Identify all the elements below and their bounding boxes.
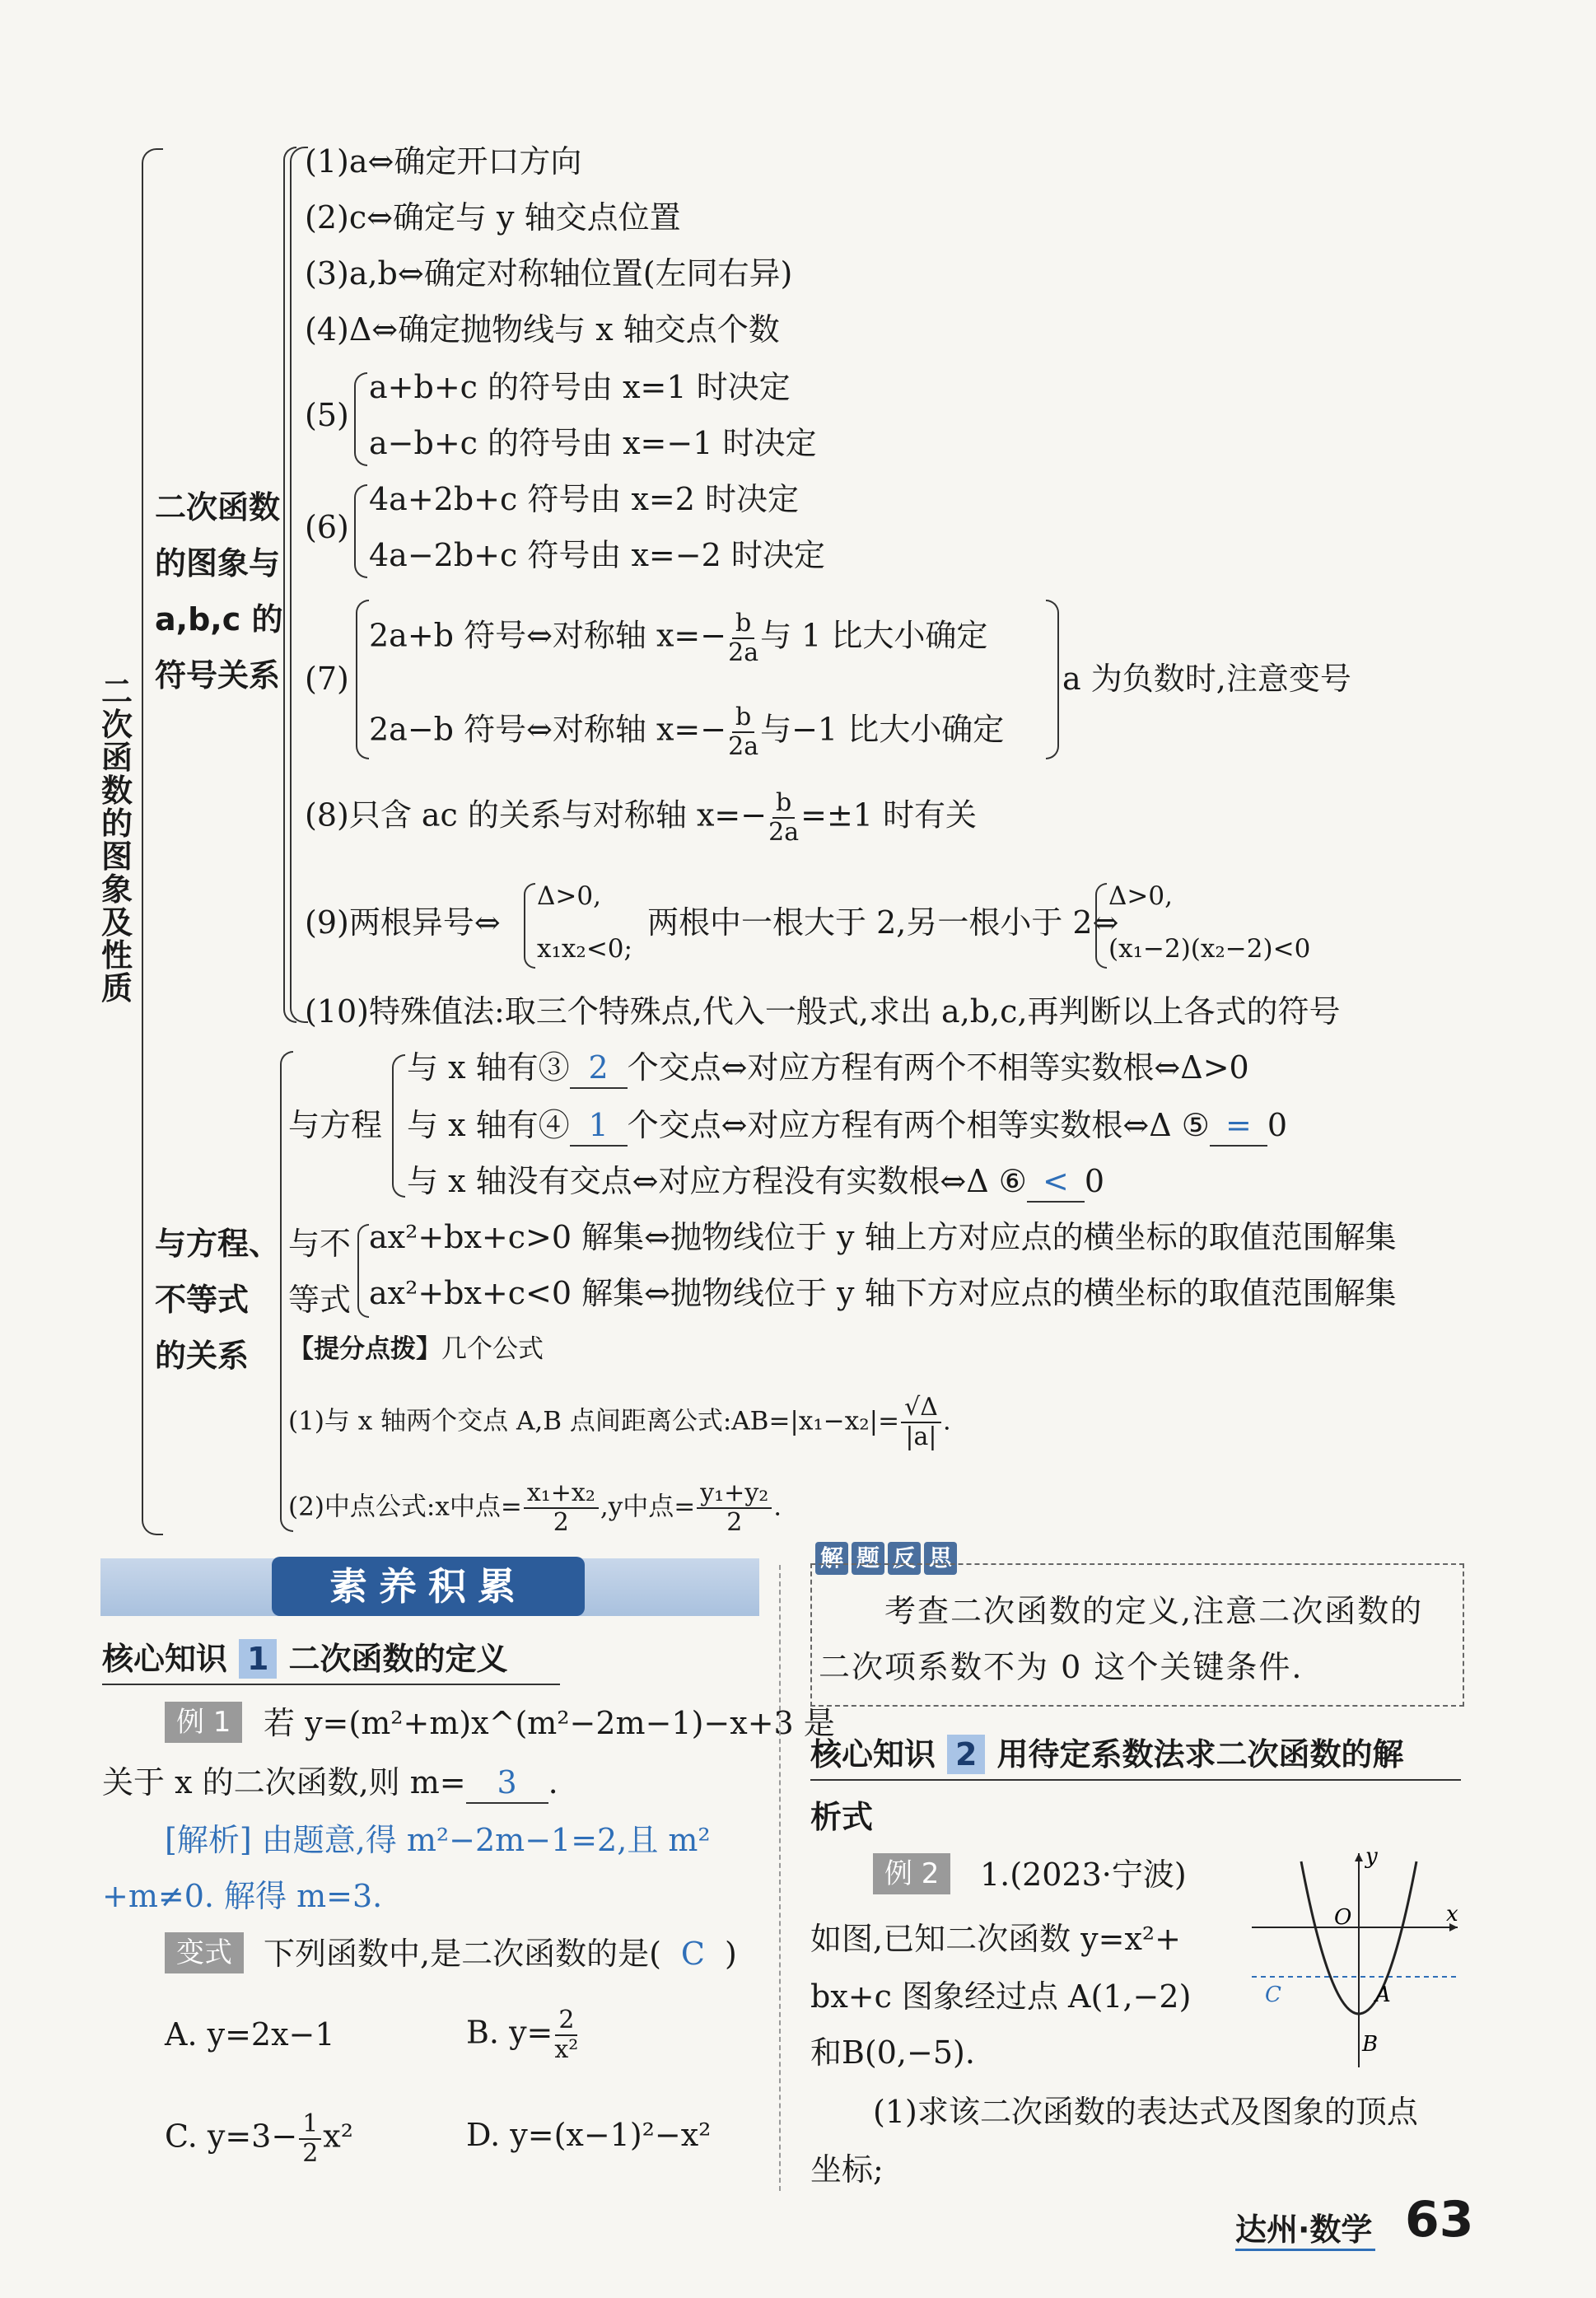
- rule-7-right-brace: [1046, 600, 1059, 759]
- eq-row-3: 与 x 轴没有交点⇔对应方程没有实数根⇔Δ ⑥ < 0: [407, 1161, 1104, 1203]
- example-2-q1: (1)求该二次函数的表达式及图象的顶点: [873, 2094, 1418, 2130]
- graph-label-c: C: [1265, 1983, 1281, 2007]
- graph-label-x: x: [1446, 1902, 1458, 1927]
- footer-text: 达州·数学: [1235, 2212, 1373, 2248]
- example-1-text-2: 关于 x 的二次函数,则 m= 3 .: [102, 1763, 558, 1804]
- example-2-p2: bx+c 图象经过点 A(1,−2): [810, 1978, 1192, 2015]
- rule-9-cond-4: (x₁−2)(x₂−2)<0: [1108, 934, 1311, 964]
- sign-block-label: 二次函数 的图象与 a,b,c 的 符号关系: [155, 489, 283, 694]
- example-1-answer: 3: [466, 1763, 548, 1804]
- rule-7-tag: (7): [305, 661, 349, 697]
- variant-text: 下列函数中,是二次函数的是( C ): [264, 1936, 737, 1972]
- ineq-row-1: ax²+bx+c>0 解集⇔抛物线位于 y 轴上方对应点的横坐标的取值范围解集: [369, 1219, 1397, 1255]
- graph-label-y: y: [1365, 1845, 1378, 1869]
- rule-8: (8)只含 ac 的关系与对称轴 x=− $\frac{b}{2a}$ =±1 时有关: [305, 788, 978, 847]
- rule-6-brace: [354, 484, 367, 578]
- option-d: D. y=(x−1)²−x²: [466, 2117, 712, 2153]
- example-1-analysis: [解析] 由题意,得 m²−2m−1=2,且 m²: [165, 1822, 711, 1858]
- chip-4: 思: [924, 1542, 957, 1575]
- chip-2: 题: [852, 1542, 884, 1575]
- example-1-tag: 例 1: [165, 1702, 242, 1743]
- example-1-text: 若 y=(m²+m)x^(m²−2m−1)−x+3 是: [264, 1705, 835, 1741]
- eq-row-1: 与 x 轴有③ 2 个交点⇔对应方程有两个不相等实数根⇔Δ>0: [407, 1048, 1249, 1089]
- ineq-brace: [357, 1224, 369, 1318]
- option-b: B. y= $\frac{2}{\text{x²}}$: [466, 2006, 579, 2064]
- sign-block-brace: [283, 147, 296, 1023]
- k1-heading: 核心知识 1 二次函数的定义: [102, 1641, 508, 1677]
- variant-tag: 变式: [165, 1932, 244, 1973]
- ineq-label: 与不 等式: [288, 1226, 352, 1318]
- eq-blank-4: 1: [570, 1105, 628, 1147]
- rule-2: (2)c⇔确定与 y 轴交点位置: [305, 199, 681, 236]
- rule-9-cond-2: x₁x₂<0;: [537, 934, 632, 964]
- chip-3: 反: [888, 1542, 921, 1575]
- rule-4: (4)Δ⇔确定抛物线与 x 轴交点个数: [305, 311, 780, 348]
- example-2-p1: 如图,已知二次函数 y=x²+: [810, 1921, 1181, 1957]
- rule-9-cond-1: Δ>0,: [537, 881, 601, 911]
- rule-9-brace-1: [524, 883, 535, 969]
- formula-2: (2)中点公式:x中点= $\frac{\text{x₁+x₂}}{2}$ ,y中点= $\frac{\text{y₁+y₂}}{2}$ .: [288, 1478, 782, 1537]
- rule-5b: a−b+c 的符号由 x=−1 时决定: [369, 425, 817, 461]
- rule-1: (1)a⇔确定开口方向: [305, 143, 582, 180]
- formula-1: (1)与 x 轴两个交点 A,B 点间距离公式:AB=|x₁−x₂|= $\frac{√\Delta}{|a|}$ .: [288, 1393, 951, 1451]
- graph-label-b: B: [1362, 2032, 1379, 2057]
- eq-blank-3: 2: [570, 1048, 628, 1089]
- rule-9-cond-3: Δ>0,: [1108, 881, 1173, 911]
- eq-blank-6: <: [1027, 1161, 1085, 1203]
- graph-label-a: A: [1375, 1983, 1391, 2007]
- example-2-p3: 和B(0,−5).: [810, 2034, 975, 2071]
- eq-label: 与方程: [288, 1107, 383, 1143]
- reflect-line-2: 二次项系数不为 0 这个关键条件.: [819, 1649, 1304, 1685]
- y-axis-arrow: [1355, 1853, 1363, 1861]
- rule-9-mid: 两根中一根大于 2,另一根小于 2⇔: [647, 904, 1119, 941]
- rule-5a: a+b+c 的符号由 x=1 时决定: [369, 369, 791, 405]
- ineq-row-2: ax²+bx+c<0 解集⇔抛物线位于 y 轴下方对应点的横坐标的取值范围解集: [369, 1275, 1397, 1311]
- footer-rule: [1235, 2249, 1375, 2251]
- rule-7-brace: [356, 600, 369, 759]
- option-a: A. y=2x−1: [165, 2016, 335, 2053]
- k1-underline: [102, 1684, 560, 1685]
- rule-7a: 2a+b 符号⇔对称轴 x=− $\frac{b}{2a}$ 与 1 比大小确定: [369, 609, 988, 667]
- page-number: 63: [1405, 2191, 1474, 2249]
- rule-9: (9)两根异号⇔: [305, 904, 501, 941]
- column-divider: [779, 1565, 781, 2191]
- k2-heading: 核心知识 2 用待定系数法求二次函数的解: [810, 1736, 1404, 1773]
- rule-7b: 2a−b 符号⇔对称轴 x=− $\frac{b}{2a}$ 与−1 比大小确定: [369, 703, 1005, 761]
- k2-heading-2: 析式: [810, 1799, 874, 1835]
- banner-title: 素养积累: [272, 1557, 585, 1616]
- eq-blank-5: =: [1210, 1105, 1267, 1147]
- rule-7-note: a 为负数时,注意变号: [1062, 661, 1351, 697]
- rule-10: (10)特殊值法:取三个特殊点,代入一般式,求出 a,b,c,再判断以上各式的符号: [305, 993, 1341, 1030]
- rule-6-tag: (6): [305, 509, 349, 545]
- eq-brace: [392, 1054, 405, 1198]
- example-2-tag: 例 2: [873, 1853, 950, 1894]
- reflect-line-1: 考查二次函数的定义,注意二次函数的: [884, 1593, 1424, 1629]
- rule-6b: 4a−2b+c 符号由 x=−2 时决定: [369, 537, 825, 573]
- rule-9-brace-2: [1095, 883, 1107, 969]
- rule-6a: 4a+2b+c 符号由 x=2 时决定: [369, 481, 799, 517]
- tip-heading: 【提分点拨】几个公式: [288, 1334, 544, 1364]
- chip-1: 解: [815, 1542, 848, 1575]
- k2-underline: [810, 1779, 1461, 1781]
- parabola-graph: [1252, 1845, 1466, 2076]
- eq-row-2: 与 x 轴有④ 1 个交点⇔对应方程有两个相等实数根⇔Δ ⑤ = 0: [407, 1105, 1287, 1147]
- option-c: C. y=3− $\frac{1}{2}$ x²: [165, 2109, 353, 2168]
- rule-3: (3)a,b⇔确定对称轴位置(左同右异): [305, 255, 793, 292]
- example-2-q2: 坐标;: [810, 2151, 884, 2188]
- section-vertical-title: 二次函数的图象及性质: [100, 674, 133, 1007]
- rule-5-tag: (5): [305, 397, 349, 433]
- rule-5-brace: [354, 372, 367, 466]
- example-2-source: 1.(2023·宁波): [980, 1857, 1187, 1893]
- graph-label-o: O: [1334, 1905, 1352, 1930]
- eq-block-label: 与方程、 不等式 的关系: [155, 1226, 281, 1374]
- example-1-analysis-2: +m≠0. 解得 m=3.: [102, 1878, 383, 1914]
